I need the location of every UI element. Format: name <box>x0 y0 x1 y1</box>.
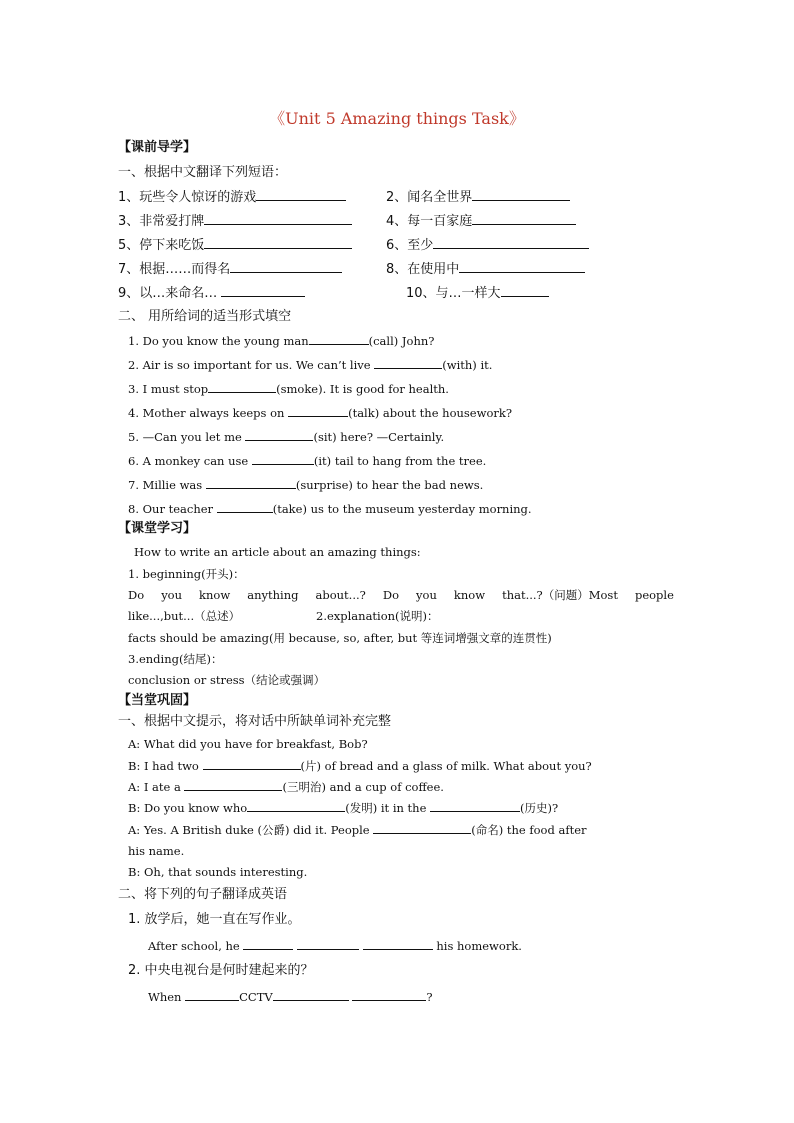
part-title-dialogue: 一、根据中文提示，将对话中所缺单词补充完整 <box>118 714 392 729</box>
fill-item: 3. I must stop (smoke). It is good for health. <box>128 382 449 396</box>
answer-blank[interactable] <box>459 260 585 273</box>
answer-blank[interactable] <box>273 988 349 1001</box>
dialogue-line: A: What did you have for breakfast, Bob? <box>128 737 368 751</box>
phrase-item: 1、玩些令人惊讶的游戏 <box>118 188 346 207</box>
translation-answer-line: When CCTV ? <box>148 990 433 1004</box>
answer-blank[interactable] <box>184 778 282 791</box>
phrase-item: 10、与…一样大 <box>406 284 549 303</box>
page-title: 《Unit 5 Amazing things Task》 <box>269 109 525 128</box>
phrase-item: 6、至少 <box>386 236 589 255</box>
writing-step-beginning: 1. beginning(开头)： <box>128 567 245 581</box>
fill-item: 8. Our teacher (take) us to the museum yesterday morning. <box>128 502 532 516</box>
answer-blank[interactable] <box>230 260 342 273</box>
writing-step-explanation: 2.explanation(说明)： <box>316 609 439 623</box>
dialogue-line: B: Oh, that sounds interesting. <box>128 865 308 879</box>
fill-item: 2. Air is so important for us. We can’t live (with) it. <box>128 358 493 372</box>
answer-blank[interactable] <box>501 284 549 297</box>
answer-blank[interactable] <box>217 500 273 513</box>
dialogue-line: A: I ate a (三明治) and a cup of coffee. <box>128 780 444 794</box>
answer-blank[interactable] <box>245 428 313 441</box>
section-heading-consolidate: 【当堂巩固】 <box>118 693 197 708</box>
phrase-item: 8、在使用中 <box>386 260 585 279</box>
writing-example-line: Do you know anything about...? Do you know that...?（问题）Most people <box>128 588 674 602</box>
answer-blank[interactable] <box>309 332 369 345</box>
answer-blank[interactable] <box>374 356 442 369</box>
writing-conclusion: conclusion or stress（结论或强调） <box>128 673 326 687</box>
answer-blank[interactable] <box>288 404 348 417</box>
phrase-item: 5、停下来吃饭 <box>118 236 352 255</box>
answer-blank[interactable] <box>297 937 359 950</box>
answer-blank[interactable] <box>352 988 426 1001</box>
phrase-item: 2、闻名全世界 <box>386 188 570 207</box>
part-title-translate-phrases: 一、根据中文翻译下列短语： <box>118 165 288 180</box>
fill-item: 7. Millie was (surprise) to hear the bad news. <box>128 478 484 492</box>
writing-facts-line: facts should be amazing(用 because, so, after, but 等连词增强文章的连贯性) <box>128 631 552 645</box>
dialogue-line: A: Yes. A British duke (公爵) did it. People (命名) the food after <box>128 823 587 837</box>
translation-question: 1. 放学后，她一直在写作业。 <box>128 912 301 927</box>
answer-blank[interactable] <box>243 937 293 950</box>
answer-blank[interactable] <box>472 212 576 225</box>
part-title-fill-forms: 二、 用所给词的适当形式填空 <box>118 309 292 324</box>
answer-blank[interactable] <box>208 380 276 393</box>
dialogue-line: B: I had two (片) of bread and a glass of milk. What about you? <box>128 759 592 773</box>
answer-blank[interactable] <box>252 452 314 465</box>
answer-blank[interactable] <box>204 212 352 225</box>
phrase-item: 7、根据……而得名 <box>118 260 342 279</box>
phrase-item: 3、非常爱打牌 <box>118 212 352 231</box>
answer-blank[interactable] <box>206 476 296 489</box>
part-title-translate-sentences: 二、将下列的句子翻译成英语 <box>118 887 288 902</box>
answer-blank[interactable] <box>433 236 589 249</box>
section-heading-preview: 【课前导学】 <box>118 140 197 155</box>
answer-blank[interactable] <box>204 236 352 249</box>
phrase-item: 9、以…来命名… <box>118 284 305 303</box>
answer-blank[interactable] <box>373 821 471 834</box>
translation-answer-line: After school, he his homework. <box>148 939 522 953</box>
answer-blank[interactable] <box>185 988 239 1001</box>
answer-blank[interactable] <box>221 284 305 297</box>
dialogue-line: B: Do you know who (发明) it in the (历史)? <box>128 801 559 815</box>
phrase-item: 4、每一百家庭 <box>386 212 576 231</box>
answer-blank[interactable] <box>247 799 345 812</box>
writing-step-ending: 3.ending(结尾)： <box>128 652 223 666</box>
writing-summary: like...,but...（总述） <box>128 609 241 623</box>
fill-item: 5. —Can you let me (sit) here? —Certainly. <box>128 430 445 444</box>
answer-blank[interactable] <box>363 937 433 950</box>
answer-blank[interactable] <box>256 188 346 201</box>
writing-intro: How to write an article about an amazing things: <box>134 545 421 559</box>
answer-blank[interactable] <box>203 757 301 770</box>
fill-item: 6. A monkey can use (it) tail to hang from the tree. <box>128 454 487 468</box>
section-heading-class: 【课堂学习】 <box>118 521 197 536</box>
answer-blank[interactable] <box>430 799 520 812</box>
translation-question: 2. 中央电视台是何时建起来的？ <box>128 963 314 978</box>
dialogue-line: his name. <box>128 844 185 858</box>
answer-blank[interactable] <box>472 188 570 201</box>
fill-item: 4. Mother always keeps on (talk) about the housework? <box>128 406 513 420</box>
fill-item: 1. Do you know the young man (call) John? <box>128 334 435 348</box>
